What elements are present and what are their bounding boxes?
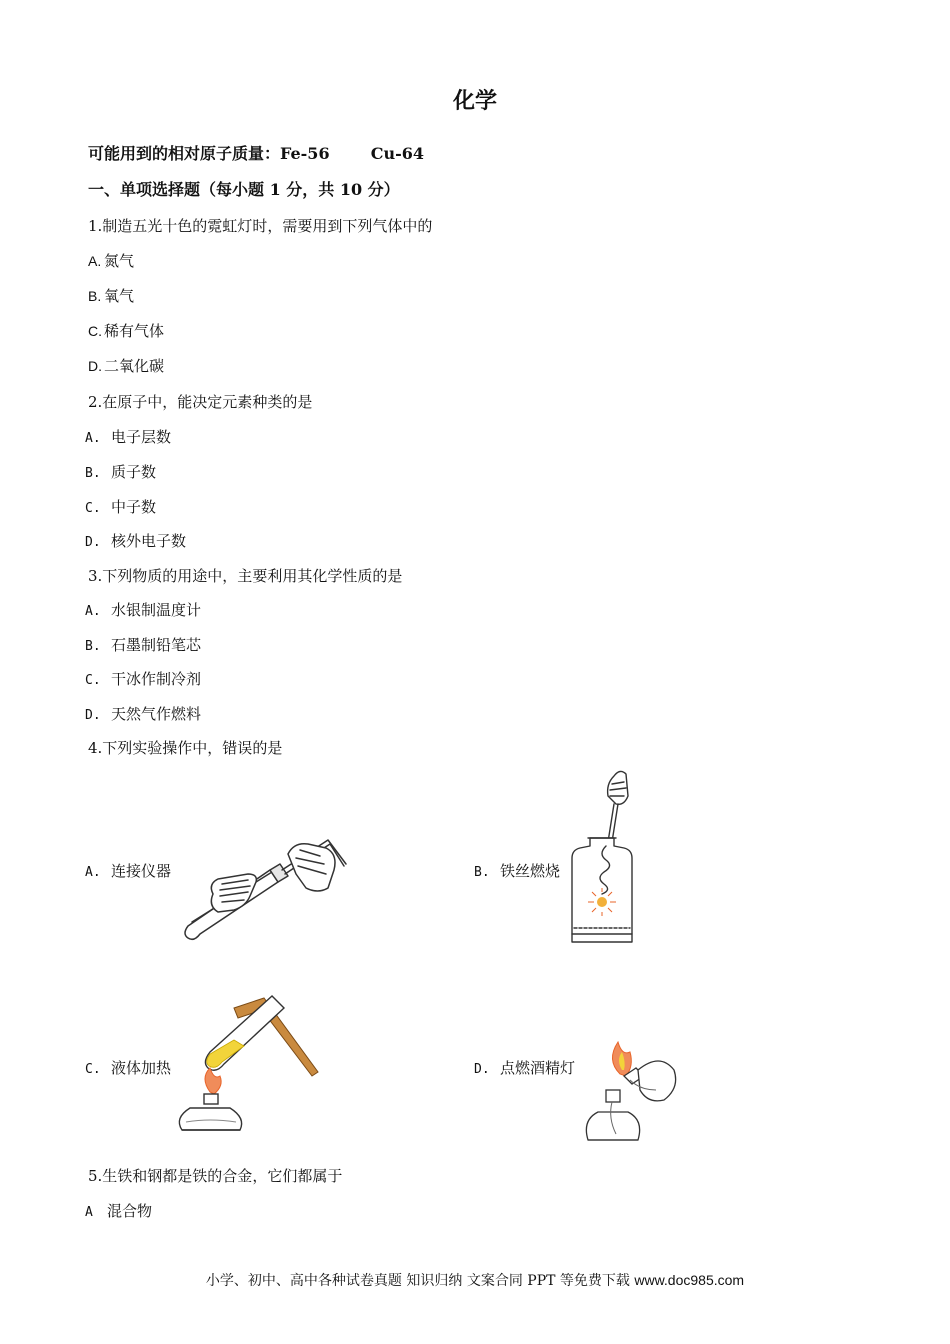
option-a: A. 电子层数 xyxy=(85,428,172,446)
option-d: D. 点燃酒精灯 xyxy=(474,1059,576,1077)
question-stem: 3.下列物质的用途中，主要利用其化学性质的是 xyxy=(88,567,403,585)
connect-apparatus-illustration xyxy=(178,834,348,944)
page-title: 化学 xyxy=(452,89,497,114)
option-a: A. 水银制温度计 xyxy=(85,601,202,619)
section-heading: 一、单项选择题（每小题 1 分，共 10 分） xyxy=(88,180,400,199)
question-stem: 4.下列实验操作中，错误的是 xyxy=(88,739,283,757)
question-stem: 2.在原子中，能决定元素种类的是 xyxy=(88,393,313,411)
option-b: B. 质子数 xyxy=(85,463,157,481)
footer-text: 小学、初中、高中各种试卷真题 知识归纳 文案合同 PPT 等免费下载 xyxy=(205,1273,630,1289)
question-stem: 5.生铁和钢都是铁的合金，它们都属于 xyxy=(88,1167,343,1185)
option-b: B. 石墨制铅笔芯 xyxy=(85,636,202,654)
option-b: B. 铁丝燃烧 xyxy=(474,862,561,880)
atomic-mass-line xyxy=(88,141,424,164)
lighting-alcohol-lamp-illustration xyxy=(580,1040,680,1144)
option-d: D. 二氧化碳 xyxy=(88,357,165,375)
option-d: D. 核外电子数 xyxy=(85,532,187,550)
option-c: C. 中子数 xyxy=(85,498,157,516)
option-c: C. 液体加热 xyxy=(85,1059,172,1077)
page-footer xyxy=(0,1270,950,1290)
option-c: C. 稀有气体 xyxy=(88,322,165,340)
footer-url[interactable]: www.doc985.com xyxy=(634,1272,745,1288)
atomic-mass-label: 可能用到的相对原子质量：Fe-56 xyxy=(88,144,330,163)
atomic-mass-cu: Cu-64 xyxy=(370,144,425,163)
iron-wire-burning-illustration xyxy=(568,766,636,944)
option-d: D. 天然气作燃料 xyxy=(85,705,202,723)
option-a: A. 连接仪器 xyxy=(85,862,172,880)
option-b: B. 氧气 xyxy=(88,287,135,305)
option-c: C. 干冰作制冷剂 xyxy=(85,670,202,688)
heating-liquid-illustration xyxy=(174,990,322,1138)
option-a: A 混合物 xyxy=(85,1202,153,1220)
option-a: A. 氮气 xyxy=(88,252,135,270)
question-stem: 1.制造五光十色的霓虹灯时，需要用到下列气体中的 xyxy=(88,217,433,235)
